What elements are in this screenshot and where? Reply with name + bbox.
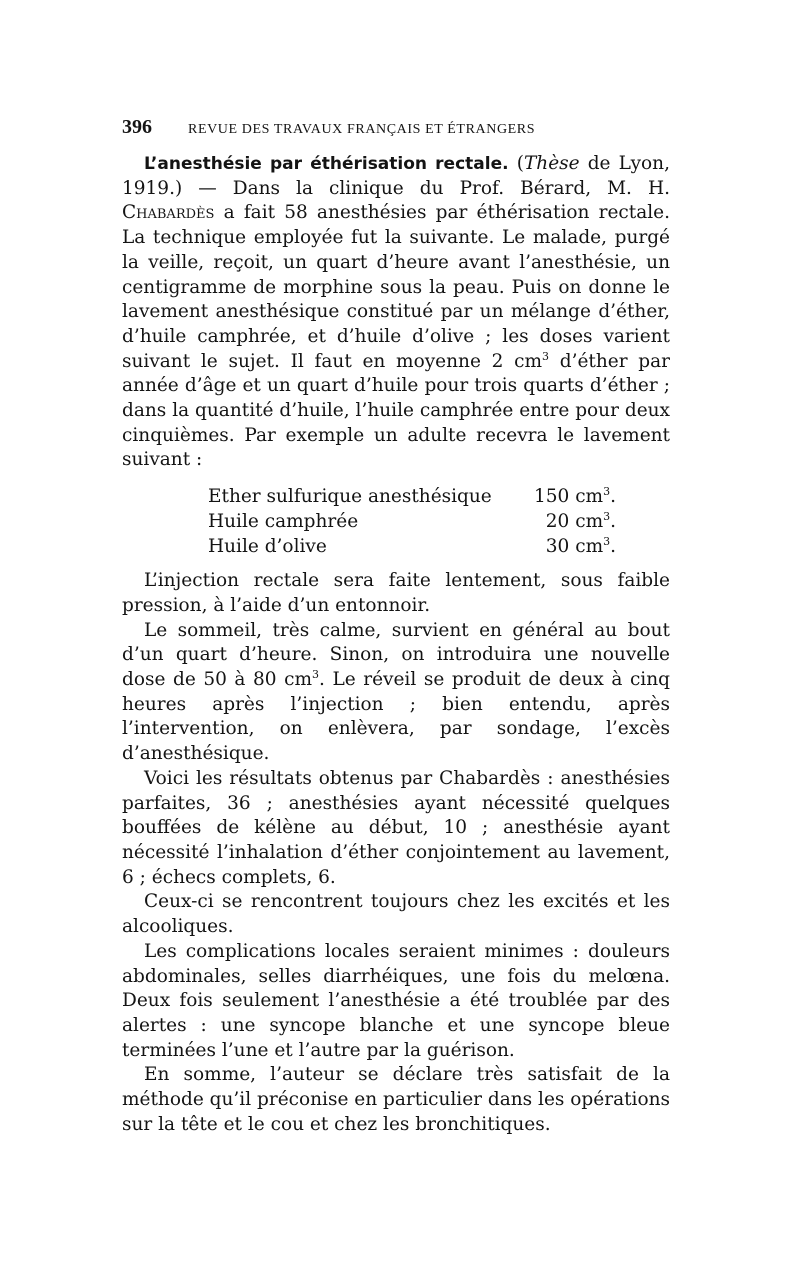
citation-open: ( [508, 153, 524, 174]
citation-italic: Thèse [523, 153, 580, 174]
intro-text: a fait 58 anesthésies par éthérisation rectale. La technique employée fut la suivante. Le malade, purgé la veille, reçoit, un quart d’heure avant l’anesthésie, un centigramme de morphine sous la peau. Puis on donne le lavement anesthésique constitué par un mélange d’éther, d’huile camphrée, et d’huile d’olive ; les doses varient suivant le sujet. Il faut en moyenne 2 cm [122, 202, 670, 372]
recipe-quantity: 150 $cm^3$. [534, 484, 616, 508]
intro-paragraph [122, 152, 670, 473]
article-body [122, 152, 670, 1137]
recipe-quantity: 20 $cm^3$. [545, 509, 616, 532]
intro-superscript: 3 [542, 349, 550, 363]
paragraph-sommeil: Le sommeil, très calme, survient en général au bout d’un quart d’heure. Sinon, on introduira une nouvelle dose de 50 à 80 $cm^3$. Le réveil se produit de deux à cinq heures après l’injection ; bien entendu, après l’intervention, on enlèvera, par sondage, l’excès d’anesthésique. [122, 619, 670, 765]
recipe-ingredient: Ether sulfurique anesthésique [208, 486, 492, 508]
citation-rest: de Lyon, 1919.) — Dans la clinique du Prof. Bérard, M. H. [122, 153, 670, 199]
recipe-ingredient: Huile camphrée [208, 510, 359, 532]
recipe-row [208, 535, 616, 560]
paragraph-conclusion: En somme, l’auteur se déclare très satisfait de la méthode qu’il préconise en particulier dans les opérations sur la tête et le cou et chez les bronchitiques. [122, 1064, 670, 1135]
page-number: 396 [122, 116, 152, 138]
recipe-row [208, 510, 616, 535]
intro-text-end: d’éther par année d’âge et un quart d’huile pour trois quarts d’éther ; dans la quantité d’huile, l’huile camphrée entre pour deux cinquièmes. Par exemple un adulte recevra le lavement suivant : [122, 350, 670, 471]
running-title: REVUE DES TRAVAUX FRANÇAIS ET ÉTRANGERS [188, 122, 536, 137]
recipe-table [208, 485, 616, 559]
article-title: L’anesthésie par éthérisation rectale. [144, 154, 509, 174]
paragraph-injection: L’injection rectale sera faite lentement, sous faible pression, à l’aide d’un entonnoir. [122, 570, 670, 616]
paragraph-excites: Ceux-ci se rencontrent toujours chez les excités et les alcooliques. [122, 891, 670, 938]
paragraph-resultats: Voici les résultats obtenus par Chabardès : anesthésies parfaites, 36 ; anesthésies ayant nécessité quelques bouffées de kélène au début, 10 ; anesthésie ayant nécessité l’inhalation d’éther conjointement au lavement, 6 ; échecs complets, 6. [122, 767, 670, 888]
recipe-row [208, 485, 616, 510]
recipe-ingredient: Huile d’olive [208, 535, 327, 557]
author-name: Chabardès [122, 202, 215, 224]
page-header [122, 116, 670, 139]
paragraph-complications: Les complications locales seraient minimes : douleurs abdominales, selles diarrhéiques, une fois du melœna. Deux fois seulement l’anesthésie a été troublée par des alertes : une syncope blanche et une syncope bleue terminées l’une et l’autre par la guérison. [122, 940, 670, 1061]
recipe-quantity: 30 $cm^3$. [545, 534, 616, 557]
